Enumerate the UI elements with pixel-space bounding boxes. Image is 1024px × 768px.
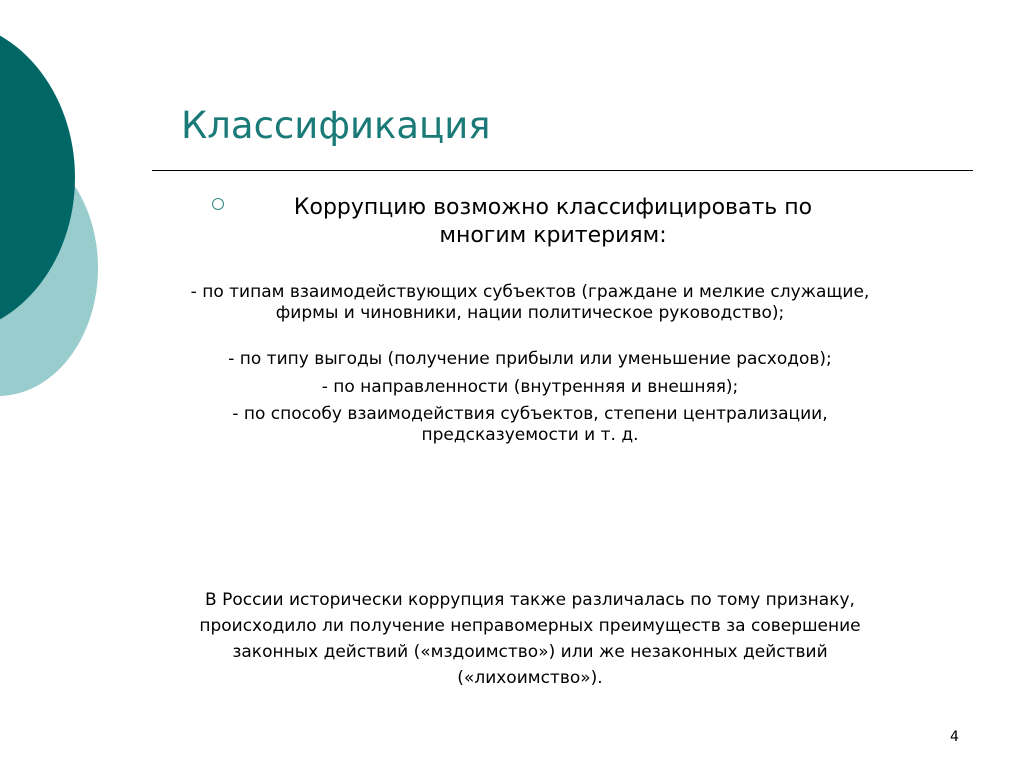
criterion-direction: - по направленности (внутренняя и внешняя); bbox=[321, 377, 739, 397]
history-paragraph: В России исторически коррупция также различалась по тому признаку, происходило ли получение неправомерных преимуществ за совершение законных действий («мздоимство») или же незаконных действий («лихоимство»). bbox=[199, 590, 861, 688]
bullet-text: Коррупцию возможно классифицировать по многим критериям: bbox=[293, 195, 813, 248]
criterion-subjects: - по типам взаимодействующих субъектов (граждане и мелкие служащие, фирмы и чиновники, нации политическое руководство); bbox=[190, 282, 870, 323]
slide-title: Классификация bbox=[181, 104, 491, 147]
title-divider bbox=[152, 170, 973, 171]
bullet-item bbox=[212, 194, 852, 250]
criterion-benefit: - по типу выгоды (получение прибыли или уменьшение расходов); bbox=[228, 349, 832, 369]
circle-bullet-icon bbox=[212, 198, 224, 210]
page-number: 4 bbox=[950, 729, 959, 745]
criterion-interaction: - по способу взаимодействия субъектов, степени централизации, предсказуемости и т. д. bbox=[232, 404, 828, 445]
